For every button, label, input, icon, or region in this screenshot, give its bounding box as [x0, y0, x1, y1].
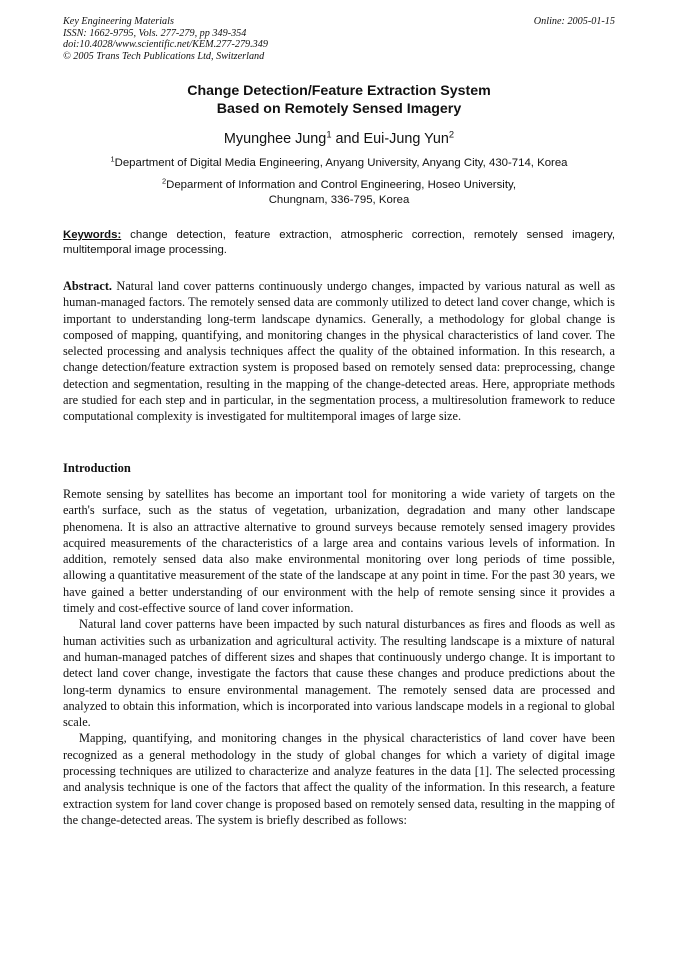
affiliation-2-line-1: Deparment of Information and Control Engineering, Hoseo University,	[166, 179, 517, 191]
introduction-body	[63, 486, 615, 828]
copyright-line: © 2005 Trans Tech Publications Ltd, Switzerland	[63, 50, 265, 62]
author-1-affiliation-mark: 1	[326, 129, 332, 140]
journal-name: Key Engineering Materials	[63, 16, 174, 27]
affiliation-1-mark: 1	[110, 154, 115, 164]
section-heading-introduction: Introduction	[63, 461, 131, 475]
author-1: Myunghee Jung	[223, 131, 327, 147]
issn-line: ISSN: 1662-9795, Vols. 277-279, pp 349-354	[63, 27, 247, 39]
keywords-label: Keywords:	[63, 229, 122, 241]
intro-paragraph-3: Mapping, quantifying, and monitoring changes in the physical characteristics of land cover have been recognized as a general methodology in the study of global changes for which a variety of digital image processing techniques are utilized to characterize and analyze features in the data [1]. The selected processing and analysis technique is one of the factors that affect the quality of the information. In this research, a feature extraction system for land cover change is proposed based on remotely sensed data, resulting in the mapping of the change-detected areas. The system is briefly described as follows:	[63, 731, 615, 827]
affiliation-2-mark: 2	[161, 176, 167, 186]
title-line-2: Based on Remotely Sensed Imagery	[216, 101, 462, 117]
author-list	[63, 130, 615, 148]
affiliation-1	[63, 156, 615, 171]
intro-paragraph-1: Remote sensing by satellites has become an important tool for monitoring a wide variety of targets on the earth's surface, such as the status of vegetation, urbanization, degradation and many other landscape phenomena. It is also an attractive alternative to ground surveys because remotely sensed imagery provides acquired measurements of the characteristics of a large area and contains various levels of information. In addition, remotely sensed data also make environmental monitoring over long periods of time possible, allowing a quantitative measurement of the state of the landscape at any point in time. For the past 30 years, we have gained a better understanding of our environment with the help of remote sensing since it provides a timely and cost-effective source of land cover information.	[63, 487, 615, 616]
online-date: Online: 2005-01-15	[533, 16, 615, 27]
keywords	[63, 228, 615, 258]
journal-header	[63, 16, 615, 62]
author-conjunction: and	[331, 131, 364, 147]
title-line-1: Change Detection/Feature Extraction System	[187, 83, 491, 99]
author-2-affiliation-mark: 2	[448, 129, 455, 140]
intro-paragraph-2: Natural land cover patterns have been impacted by such natural disturbances as fires and floods as well as human activities such as urbanization and agricultural activity. The resulting landscape is a mixture of natural and human-managed patches of different sizes and shapes that continuously undergo change. It is important to detect land cover change, investigate the factors that cause these changes and produce predictions about the long-term dynamics to ensure environmental management. The remotely sensed data are processed and analyzed to obtain this information, which is incorporated into various landscape models in a regional to global scale.	[63, 617, 615, 730]
abstract-label: Abstract.	[63, 279, 113, 293]
affiliation-1-text: Department of Digital Media Engineering, Anyang University, Anyang City, 430-714, Korea	[114, 157, 568, 169]
doi-line: doi:10.4028/www.scientific.net/KEM.277-279.349	[63, 39, 268, 51]
keywords-text: change detection, feature extraction, atmospheric correction, remotely sensed imagery, multitemporal image processing.	[63, 229, 615, 256]
affiliation-2	[63, 178, 615, 207]
author-2: Eui-Jung Yun	[363, 131, 449, 147]
affiliation-2-line-2: Chungnam, 336-795, Korea	[268, 193, 410, 206]
abstract-text: Natural land cover patterns continuously undergo changes, impacted by various natural as well as human-managed factors. The remotely sensed data are commonly utilized to detect land cover change, which is important to understanding long-term landscape dynamics. Generally, a methodology for global change is composed of mapping, quantifying, and monitoring changes in the physical characteristics of land cover. The selected processing and analysis techniques affect the quality of the obtained information. In this research, a change detection/feature extraction system is proposed based on remotely sensed data: preprocessing, change detection and segmentation, resulting in the mapping of the change-detected areas. Here, appropriate methods are studied for each step and in particular, in the segmentation process, a multiresolution framework to reduce computational complexity is investigated for multitemporal images of large size.	[63, 279, 615, 424]
paper-title	[63, 82, 615, 118]
abstract	[63, 278, 615, 425]
